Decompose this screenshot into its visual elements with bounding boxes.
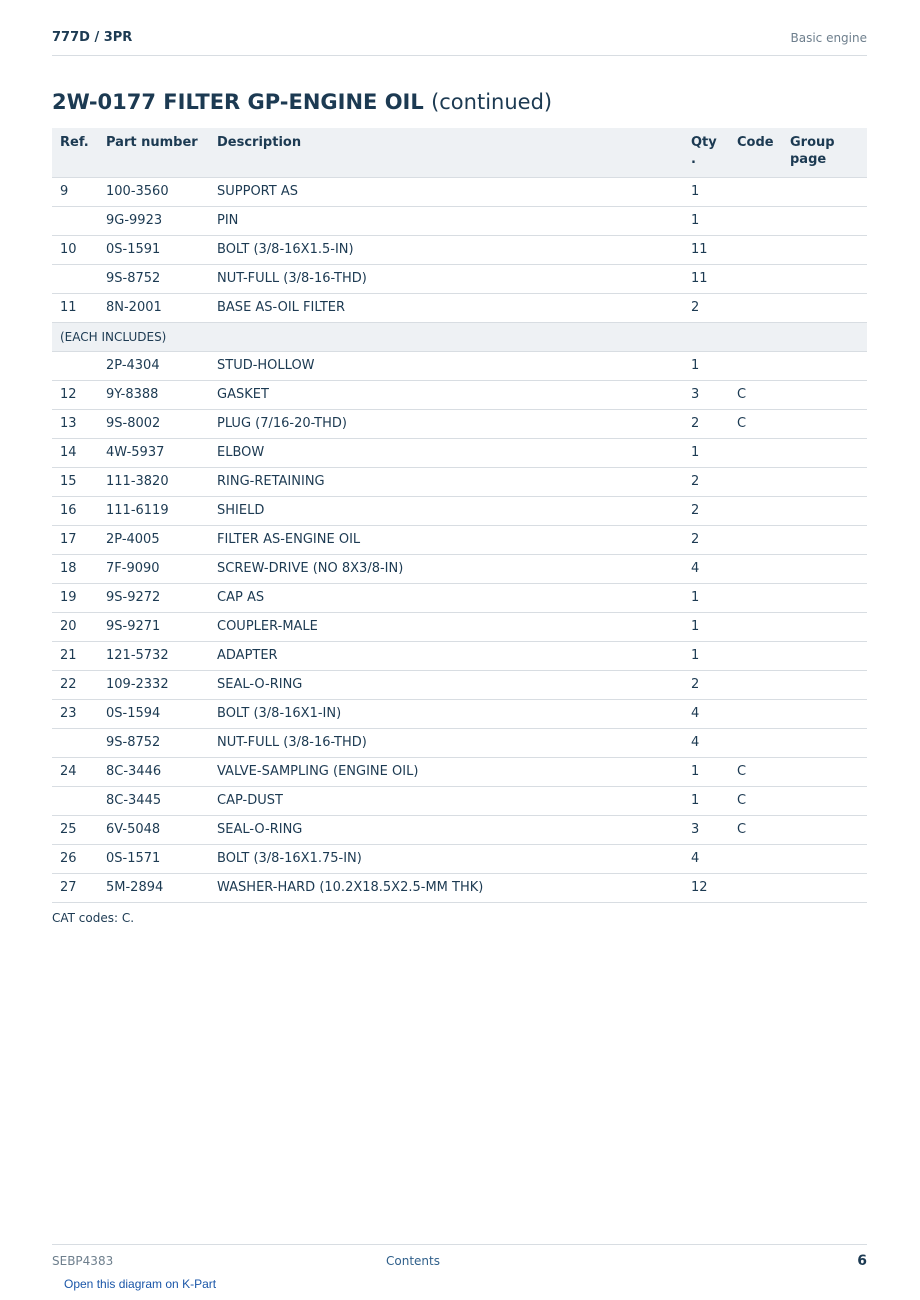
- qty-cell: 1: [683, 612, 729, 641]
- code-cell: [729, 583, 782, 612]
- table-row: [52, 409, 867, 438]
- table-row: [52, 351, 867, 380]
- ref-cell: 10: [52, 235, 98, 264]
- description-cell: SUPPORT AS: [209, 177, 683, 206]
- group-page-cell: [782, 641, 867, 670]
- description-cell: FILTER AS-ENGINE OIL: [209, 525, 683, 554]
- col-header-ref: Ref.: [52, 128, 98, 177]
- table-header-row: [52, 128, 867, 177]
- parts-table: [52, 128, 867, 903]
- title-suffix: (continued): [431, 90, 553, 114]
- table-row: [52, 757, 867, 786]
- part-number-cell: 9S-8752: [98, 728, 209, 757]
- description-cell: NUT-FULL (3/8-16-THD): [209, 264, 683, 293]
- table-row: [52, 177, 867, 206]
- description-cell: BASE AS-OIL FILTER: [209, 293, 683, 322]
- part-number-cell: 121-5732: [98, 641, 209, 670]
- code-cell: C: [729, 815, 782, 844]
- part-number-cell: 9S-9272: [98, 583, 209, 612]
- table-row: [52, 467, 867, 496]
- group-page-cell: [782, 206, 867, 235]
- model-label: 777D / 3PR: [52, 30, 133, 45]
- qty-cell: 4: [683, 699, 729, 728]
- code-cell: [729, 699, 782, 728]
- qty-cell: 2: [683, 409, 729, 438]
- document-number: SEBP4383: [52, 1254, 114, 1268]
- description-cell: COUPLER-MALE: [209, 612, 683, 641]
- table-row: [52, 264, 867, 293]
- description-cell: VALVE-SAMPLING (ENGINE OIL): [209, 757, 683, 786]
- group-page-cell: [782, 525, 867, 554]
- contents-link[interactable]: Contents: [386, 1254, 440, 1268]
- table-row: [52, 728, 867, 757]
- qty-cell: 2: [683, 670, 729, 699]
- group-page-cell: [782, 670, 867, 699]
- qty-cell: 1: [683, 351, 729, 380]
- code-cell: [729, 844, 782, 873]
- description-cell: BOLT (3/8-16X1.75-IN): [209, 844, 683, 873]
- part-number-cell: 109-2332: [98, 670, 209, 699]
- table-row: [52, 583, 867, 612]
- code-cell: [729, 525, 782, 554]
- part-number-cell: 9G-9923: [98, 206, 209, 235]
- table-row: [52, 699, 867, 728]
- code-cell: [729, 235, 782, 264]
- table-row: [52, 612, 867, 641]
- ref-cell: 22: [52, 670, 98, 699]
- part-number-cell: 0S-1594: [98, 699, 209, 728]
- qty-cell: 11: [683, 264, 729, 293]
- description-cell: ELBOW: [209, 438, 683, 467]
- description-cell: PLUG (7/16-20-THD): [209, 409, 683, 438]
- part-number-cell: 9S-8752: [98, 264, 209, 293]
- group-page-cell: [782, 612, 867, 641]
- qty-cell: 1: [683, 786, 729, 815]
- table-row: [52, 554, 867, 583]
- code-cell: C: [729, 757, 782, 786]
- part-number-cell: 111-3820: [98, 467, 209, 496]
- group-page-cell: [782, 496, 867, 525]
- table-row: [52, 844, 867, 873]
- description-cell: CAP-DUST: [209, 786, 683, 815]
- group-page-cell: [782, 467, 867, 496]
- description-cell: ADAPTER: [209, 641, 683, 670]
- qty-cell: 1: [683, 206, 729, 235]
- description-cell: PIN: [209, 206, 683, 235]
- parts-table-body: [52, 177, 867, 902]
- qty-cell: 3: [683, 380, 729, 409]
- description-cell: GASKET: [209, 380, 683, 409]
- ref-cell: 23: [52, 699, 98, 728]
- group-page-cell: [782, 177, 867, 206]
- group-page-cell: [782, 844, 867, 873]
- ref-cell: [52, 264, 98, 293]
- page-title: [52, 90, 552, 114]
- code-cell: [729, 641, 782, 670]
- ref-cell: 9: [52, 177, 98, 206]
- table-row: [52, 235, 867, 264]
- group-page-cell: [782, 583, 867, 612]
- part-number-cell: 2P-4304: [98, 351, 209, 380]
- ref-cell: 18: [52, 554, 98, 583]
- ref-cell: 17: [52, 525, 98, 554]
- code-cell: [729, 670, 782, 699]
- qty-cell: 12: [683, 873, 729, 902]
- ref-cell: [52, 786, 98, 815]
- code-cell: [729, 873, 782, 902]
- description-cell: SEAL-O-RING: [209, 815, 683, 844]
- group-page-cell: [782, 699, 867, 728]
- group-page-cell: [782, 757, 867, 786]
- qty-cell: 4: [683, 728, 729, 757]
- table-row: [52, 641, 867, 670]
- description-cell: RING-RETAINING: [209, 467, 683, 496]
- ref-cell: 12: [52, 380, 98, 409]
- code-cell: [729, 264, 782, 293]
- code-cell: [729, 554, 782, 583]
- ref-cell: 14: [52, 438, 98, 467]
- cat-codes-note: CAT codes: C.: [52, 911, 135, 925]
- table-row: [52, 670, 867, 699]
- part-number-cell: 100-3560: [98, 177, 209, 206]
- ref-cell: 13: [52, 409, 98, 438]
- qty-cell: 11: [683, 235, 729, 264]
- qty-cell: 2: [683, 525, 729, 554]
- part-number-cell: 0S-1591: [98, 235, 209, 264]
- qty-cell: 2: [683, 293, 729, 322]
- qty-cell: 2: [683, 496, 729, 525]
- code-cell: [729, 293, 782, 322]
- description-cell: BOLT (3/8-16X1-IN): [209, 699, 683, 728]
- part-number-cell: 8C-3446: [98, 757, 209, 786]
- col-header-qty: Qty .: [683, 128, 729, 177]
- part-number-cell: 8N-2001: [98, 293, 209, 322]
- ref-cell: 16: [52, 496, 98, 525]
- code-cell: [729, 177, 782, 206]
- ref-cell: 26: [52, 844, 98, 873]
- table-row: [52, 380, 867, 409]
- group-note-row: [52, 322, 867, 351]
- title-main: 2W-0177 FILTER GP-ENGINE OIL: [52, 90, 424, 114]
- ref-cell: [52, 206, 98, 235]
- description-cell: SCREW-DRIVE (NO 8X3/8-IN): [209, 554, 683, 583]
- ref-cell: 15: [52, 467, 98, 496]
- part-number-cell: 9S-9271: [98, 612, 209, 641]
- code-cell: [729, 496, 782, 525]
- qty-cell: 4: [683, 844, 729, 873]
- table-row: [52, 525, 867, 554]
- group-page-cell: [782, 351, 867, 380]
- col-header-description: Description: [209, 128, 683, 177]
- group-page-cell: [782, 235, 867, 264]
- section-label: Basic engine: [790, 31, 867, 45]
- group-page-cell: [782, 380, 867, 409]
- part-number-cell: 2P-4005: [98, 525, 209, 554]
- code-cell: [729, 438, 782, 467]
- description-cell: BOLT (3/8-16X1.5-IN): [209, 235, 683, 264]
- part-number-cell: 8C-3445: [98, 786, 209, 815]
- qty-cell: 1: [683, 641, 729, 670]
- part-number-cell: 111-6119: [98, 496, 209, 525]
- open-kpart-link[interactable]: Open this diagram on K-Part: [64, 1277, 217, 1291]
- group-page-cell: [782, 815, 867, 844]
- part-number-cell: 4W-5937: [98, 438, 209, 467]
- part-number-cell: 9Y-8388: [98, 380, 209, 409]
- ref-cell: 20: [52, 612, 98, 641]
- code-cell: [729, 467, 782, 496]
- description-cell: CAP AS: [209, 583, 683, 612]
- qty-cell: 2: [683, 467, 729, 496]
- page-header: [52, 28, 867, 56]
- table-row: [52, 206, 867, 235]
- qty-cell: 1: [683, 583, 729, 612]
- qty-cell: 1: [683, 757, 729, 786]
- col-header-part-number: Part number: [98, 128, 209, 177]
- part-number-cell: 5M-2894: [98, 873, 209, 902]
- table-row: [52, 873, 867, 902]
- table-row: [52, 293, 867, 322]
- code-cell: [729, 728, 782, 757]
- qty-cell: 1: [683, 177, 729, 206]
- qty-cell: 4: [683, 554, 729, 583]
- group-page-cell: [782, 409, 867, 438]
- qty-cell: 3: [683, 815, 729, 844]
- page-number: 6: [857, 1253, 867, 1269]
- part-number-cell: 6V-5048: [98, 815, 209, 844]
- page-footer: [52, 1244, 867, 1291]
- description-cell: SEAL-O-RING: [209, 670, 683, 699]
- description-cell: STUD-HOLLOW: [209, 351, 683, 380]
- group-note: (EACH INCLUDES): [52, 322, 867, 351]
- group-page-cell: [782, 873, 867, 902]
- group-page-cell: [782, 786, 867, 815]
- table-row: [52, 496, 867, 525]
- group-page-cell: [782, 264, 867, 293]
- ref-cell: [52, 728, 98, 757]
- group-page-cell: [782, 554, 867, 583]
- code-cell: [729, 612, 782, 641]
- description-cell: SHIELD: [209, 496, 683, 525]
- code-cell: C: [729, 786, 782, 815]
- part-number-cell: 7F-9090: [98, 554, 209, 583]
- col-header-code: Code: [729, 128, 782, 177]
- group-page-cell: [782, 293, 867, 322]
- table-row: [52, 786, 867, 815]
- code-cell: C: [729, 409, 782, 438]
- group-page-cell: [782, 438, 867, 467]
- table-row: [52, 438, 867, 467]
- ref-cell: 11: [52, 293, 98, 322]
- ref-cell: [52, 351, 98, 380]
- description-cell: NUT-FULL (3/8-16-THD): [209, 728, 683, 757]
- col-header-group-page: Group page: [782, 128, 867, 177]
- group-page-cell: [782, 728, 867, 757]
- description-cell: WASHER-HARD (10.2X18.5X2.5-MM THK): [209, 873, 683, 902]
- code-cell: [729, 351, 782, 380]
- ref-cell: 25: [52, 815, 98, 844]
- table-row: [52, 815, 867, 844]
- part-number-cell: 9S-8002: [98, 409, 209, 438]
- ref-cell: 21: [52, 641, 98, 670]
- part-number-cell: 0S-1571: [98, 844, 209, 873]
- code-cell: [729, 206, 782, 235]
- ref-cell: 19: [52, 583, 98, 612]
- code-cell: C: [729, 380, 782, 409]
- qty-cell: 1: [683, 438, 729, 467]
- ref-cell: 24: [52, 757, 98, 786]
- ref-cell: 27: [52, 873, 98, 902]
